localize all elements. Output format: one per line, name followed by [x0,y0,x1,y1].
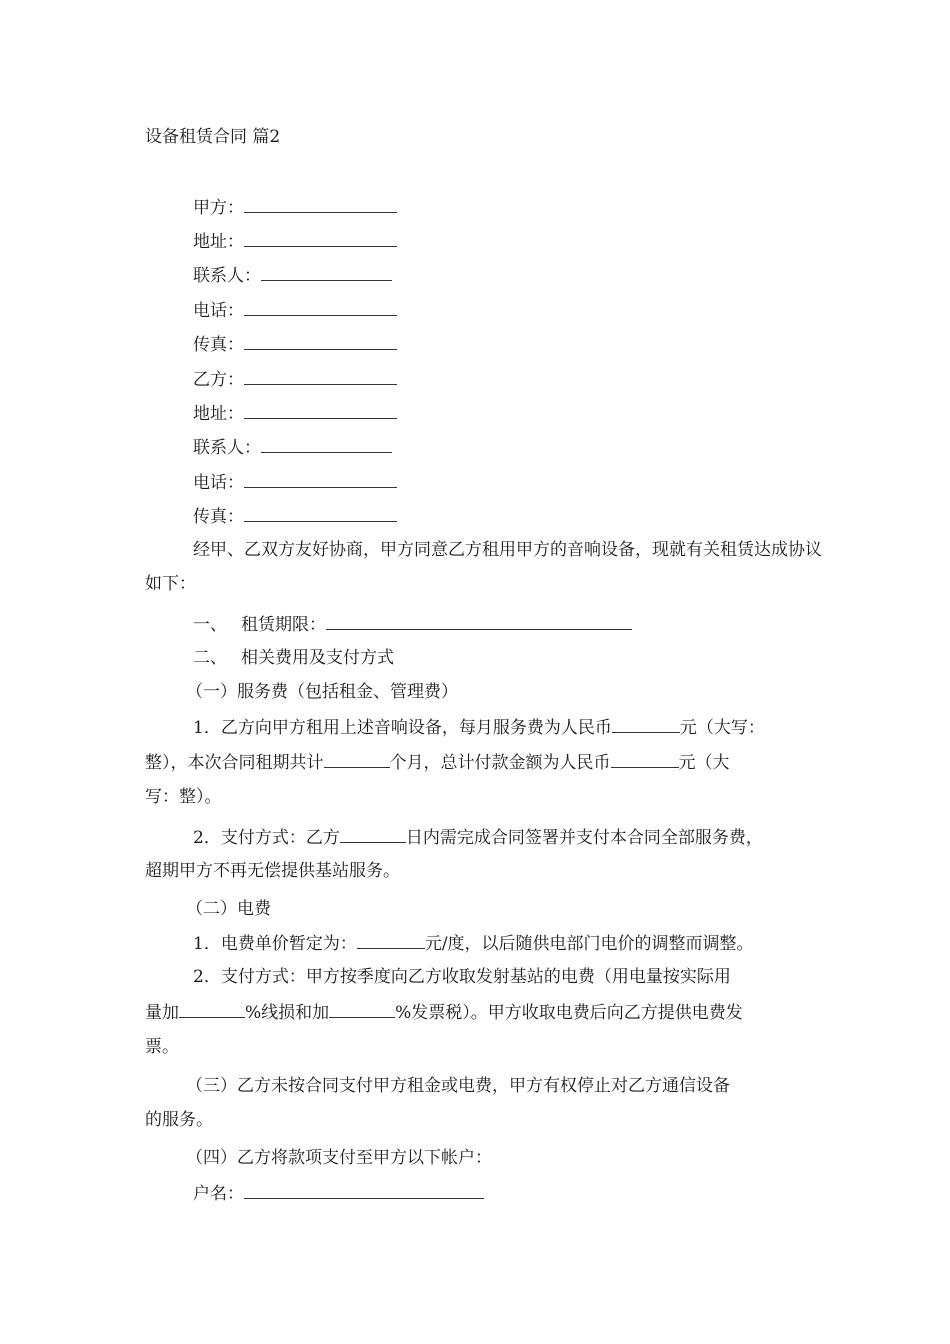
elec1-text-b: 元/度，以后随供电部门电价的调整而调整。 [424,934,754,954]
section-2-label: 相关费用及支付方式 [241,648,394,668]
party-b-phone-blank[interactable] [244,469,397,488]
account-name-label: 户名： [193,1184,244,1204]
section-1-number: 一、 [193,615,227,635]
party-a-phone-label: 电话： [193,301,244,321]
subsection-account: （四）乙方将款项支付至甲方以下帐户： [186,1148,492,1168]
item2-text-b: 日内需完成合同签署并支付本合同全部服务费， [405,828,763,848]
section-1-label: 租赁期限： [241,615,326,635]
elec2-text-d: %发票税）。甲方收取电费后向乙方提供电费发 [395,1003,743,1023]
elec-item2-line1: 2．支付方式：甲方按季度向乙方收取发射基站的电费（用电量按实际用 [193,967,731,987]
party-a-address-blank[interactable] [244,228,397,247]
party-b-label: 乙方： [193,370,244,390]
elec1-text-a: 1．电费单价暂定为： [193,934,357,954]
party-b-phone-field [193,469,397,496]
party-a-address-field [193,228,397,255]
party-b-blank[interactable] [244,366,397,385]
party-a-phone-field [193,297,397,324]
party-b-fax-blank[interactable] [244,503,397,522]
subsection-suspension-line1: （三）乙方未按合同支付甲方租金或电费，甲方有权停止对乙方通信设备 [186,1076,730,1096]
item1-line3: 写：整）。 [145,787,222,807]
party-b-field [193,366,397,393]
party-a-contact-label: 联系人： [193,266,261,286]
item1-text-a: 1．乙方向甲方租用上述音响设备，每月服务费为人民币 [193,718,612,738]
party-a-contact-blank[interactable] [261,262,392,281]
party-a-fax-label: 传真： [193,335,244,355]
item1-text-e: 元（大 [678,753,730,773]
document-title: 设备租赁合同 篇2 [145,127,281,147]
section-2-number: 二、 [193,648,227,668]
subsection-suspension-line2: 的服务。 [145,1110,213,1130]
elec-item2-line3: 票。 [145,1037,179,1057]
item1-line2 [145,749,730,776]
elec-item1 [193,930,754,957]
party-b-contact-blank[interactable] [261,434,392,453]
party-b-fax-label: 传真： [193,507,244,527]
monthly-fee-blank[interactable] [612,714,680,733]
item1-line1 [193,714,765,741]
item1-text-b: 元（大写： [679,718,765,738]
party-a-label: 甲方： [193,198,244,218]
subsection-electricity: （二）电费 [186,899,271,919]
lease-term-blank[interactable] [326,611,632,630]
elec-item2-line2 [145,999,743,1026]
item2-line1 [193,824,763,851]
party-a-fax-blank[interactable] [244,331,397,350]
party-b-address-blank[interactable] [244,400,397,419]
account-name-field [193,1180,484,1207]
subsection-service-fee: （一）服务费（包括租金、管理费） [186,682,458,702]
line-loss-blank[interactable] [179,999,245,1018]
party-b-fax-field [193,503,397,530]
party-a-phone-blank[interactable] [244,297,397,316]
item1-text-d: 个月，总计付款金额为人民币 [389,753,611,773]
payment-days-blank[interactable] [340,824,406,843]
party-a-contact-field [193,262,392,289]
item2-text-a: 2．支付方式：乙方 [193,828,340,848]
party-b-contact-field [193,434,392,461]
item1-text-c: 整），本次合同租期共计 [145,753,324,773]
section-fees-payment [193,645,394,671]
party-a-address-label: 地址： [193,232,244,252]
item2-line2: 超期甲方不再无偿提供基站服务。 [145,861,400,881]
elec2-text-b: 量加 [145,1003,179,1023]
party-a-blank[interactable] [244,194,397,213]
party-b-address-label: 地址： [193,404,244,424]
unit-price-blank[interactable] [357,930,425,949]
section-lease-term [193,611,632,638]
party-b-address-field [193,400,397,427]
party-b-contact-label: 联系人： [193,438,261,458]
elec2-text-c: %线损和加 [245,1003,330,1023]
account-name-blank[interactable] [244,1180,484,1199]
intro-paragraph: 经甲、乙双方友好协商，甲方同意乙方租用甲方的音响设备，现就有关租赁达成协议如下： [145,540,822,594]
party-b-phone-label: 电话： [193,473,244,493]
party-a-fax-field [193,331,397,358]
invoice-tax-blank[interactable] [329,999,395,1018]
party-a-field [193,194,397,221]
total-amount-blank[interactable] [611,749,679,768]
months-blank[interactable] [324,749,390,768]
